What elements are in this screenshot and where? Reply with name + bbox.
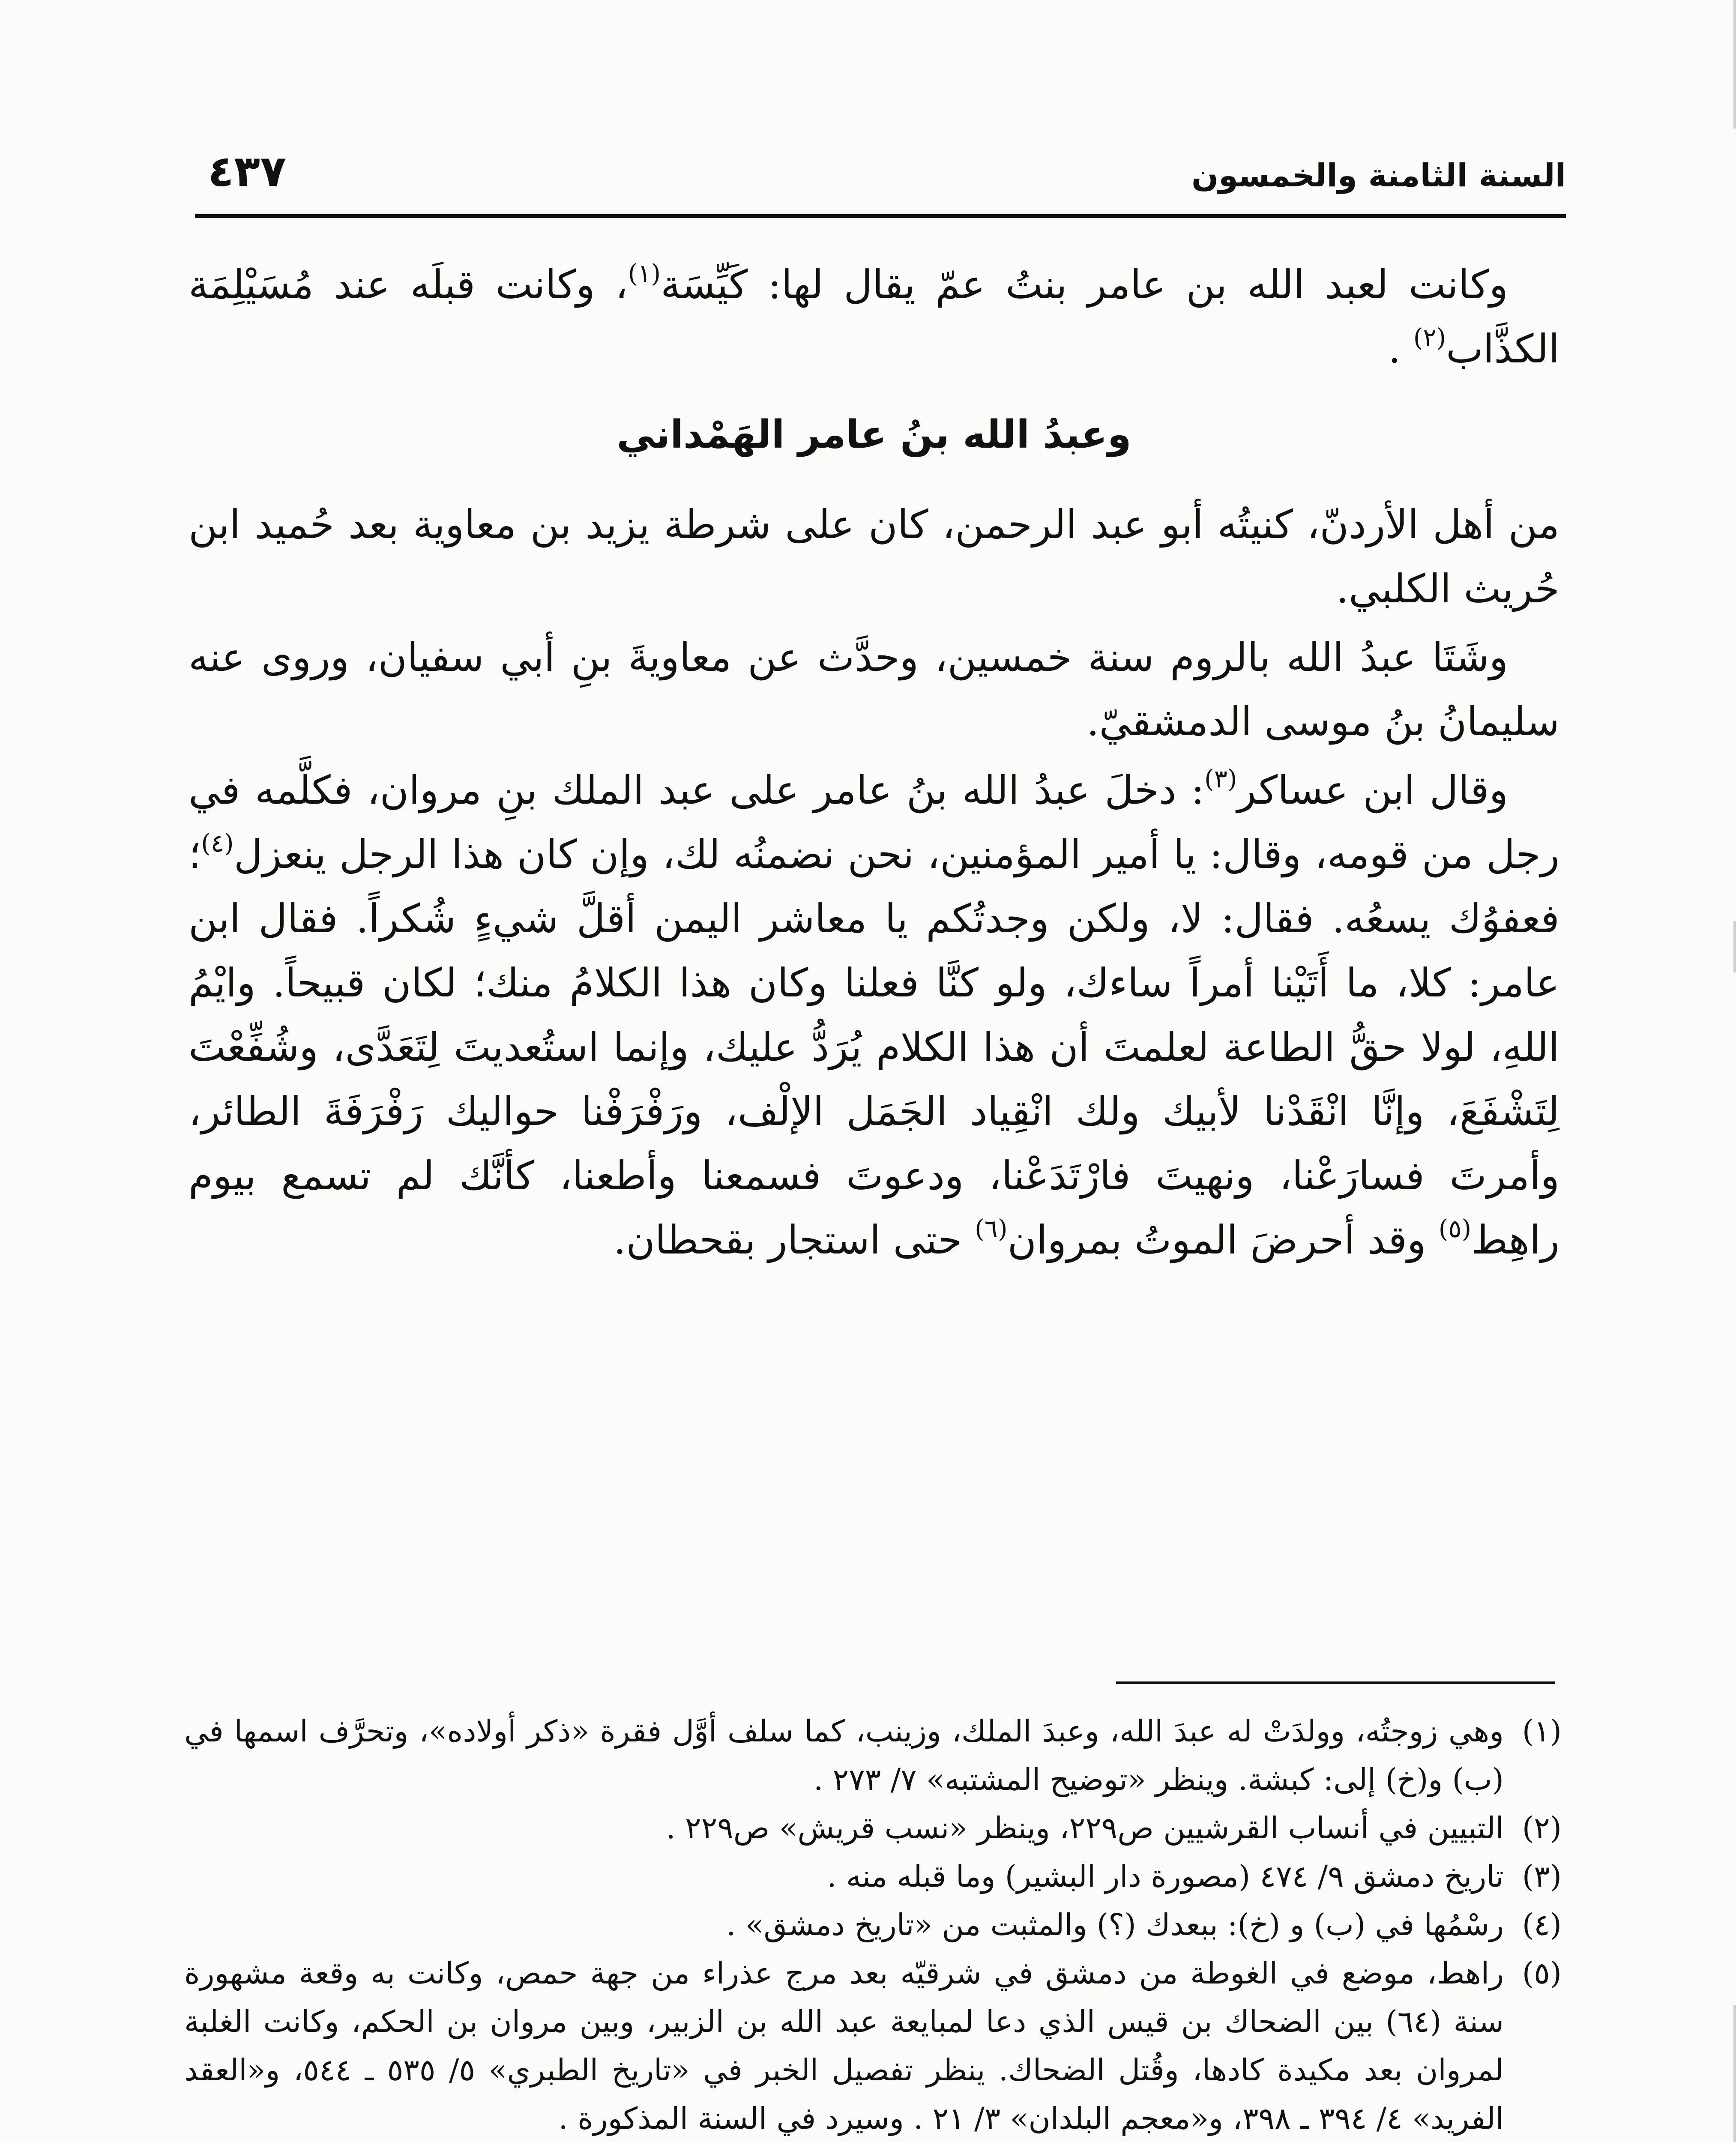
footnote-ref-3: (٣)	[1204, 764, 1237, 793]
footnote-number: (١)	[1522, 1714, 1562, 1749]
text-span: ، وكانت قبلَه عند مُسَيْلِمَة الكذَّاب	[189, 262, 1559, 372]
paragraph-1	[189, 253, 1559, 381]
running-header	[195, 146, 1566, 206]
text-span: : دخلَ عبدُ الله بنُ عامر على عبد الملك بنِ مروان، فكلَّمه في رجل من قومه، وقال: يا أمير المؤمنين، نحن نضمنُه لك، وإن كان هذا الرجل ينعزل	[189, 767, 1559, 877]
text-span: وقال ابن عساكر	[1237, 767, 1508, 813]
footnote-ref-6: (٦)	[975, 1214, 1008, 1243]
footnote-text: راهط، موضع في الغوطة من دمشق في شرقيّه بعد مرج عذراء من جهة حمص، وكانت به وقعة مشهورة سنة (٦٤) بين الضحاك بن قيس الذي دعا لمبايعة عبد الله بن الزبير، وبين مروان بن الحكم، وكانت الغلبة لمروان بعد مكيدة كادها، وقُتل الضحاك. ينظر تفصيل الخبر في «تاريخ الطبري» ٥/ ٥٣٥ ـ ٥٤٤، و«العقد الفريد» ٤/ ٣٩٤ ـ ٣٩٨، و«معجم البلدان» ٣/ ٢١ . وسيرد في السنة المذكورة .	[184, 1956, 1504, 2136]
footnote-ref-1: (١)	[628, 259, 661, 288]
footnote-ref-4: (٤)	[201, 829, 234, 858]
scan-edge-mark	[1733, 0, 1736, 129]
footnote-number: (٥)	[1522, 1956, 1562, 1991]
scan-edge-mark	[1733, 2005, 1736, 2142]
footnote-ref-5: (٥)	[1438, 1214, 1472, 1243]
footnote	[184, 1804, 1562, 1852]
section-heading: وعبدُ الله بنُ عامر الهَمْداني	[617, 412, 1131, 457]
text-span: وقد أحرضَ الموتُ بمروان	[1007, 1217, 1439, 1263]
text-span: ؛ فعفوُك يسعُه. فقال: لا، ولكن وجدتُكم يا معاشر اليمن أقلَّ شيءٍ شُكراً. فقال ابن عامر: كلا، ما أَتَيْنا أمراً ساءك، ولو كنَّا فعلنا وكان هذا الكلامُ منك؛ لكان قبيحاً. وايْمُ اللهِ، لولا حقُّ الطاعة لعلمتَ أن هذا الكلام يُرَدُّ عليك، وإنما استُعديتَ لِتَعَدَّى، وشُفِّعْتَ لِتَشْفَعَ، وإنَّا انْقَدْنا لأبيك ولك انْقِياد الجَمَل الإلْف، ورَفْرَفْنا حواليك رَفْرَفَةَ الطائر، وأمرتَ فسارَعْنا، ونهيتَ فارْتَدَعْنا، ودعوتَ فسمعنا وأطعنا، كأنَّك لم تسمع بيوم راهِط	[189, 832, 1559, 1263]
footnote-separator	[1116, 1681, 1555, 1684]
footnote-text: رسْمُها في (ب) و (خ): ببعدك (؟) والمثبت من «تاريخ دمشق» .	[726, 1907, 1504, 1942]
footnote	[184, 1949, 1562, 2142]
text-span: .	[1388, 326, 1413, 372]
main-text	[189, 253, 1559, 1277]
text-span: وكانت لعبد الله بن عامر بنتُ عمّ يقال لها: كَيِّسَة	[661, 262, 1508, 308]
header-rule	[195, 214, 1566, 218]
footnote-number: (٢)	[1522, 1810, 1562, 1846]
footnote	[184, 1901, 1562, 1949]
text-span: حتى استجار بقحطان.	[614, 1217, 975, 1263]
scan-edge-mark	[1733, 921, 1736, 972]
running-title: السنة الثامنة والخمسون	[1191, 157, 1566, 194]
paragraph-3: وشَتَا عبدُ الله بالروم سنة خمسين، وحدَّث عن معاويةَ بنِ أبي سفيان، وروى عنه سليمانُ بنُ موسى الدمشقيّ.	[189, 634, 1559, 745]
footnote-number: (٤)	[1522, 1907, 1562, 1942]
paragraph-2: من أهل الأردنّ، كنيتُه أبو عبد الرحمن، كان على شرطة يزيد بن معاوية بعد حُميد ابن حُريث الكلبي.	[189, 502, 1559, 612]
footnote-number: (٣)	[1522, 1859, 1562, 1894]
page-number: ٤٣٧	[208, 146, 287, 196]
footnote	[184, 1707, 1562, 1804]
footnote-ref-2: (٢)	[1413, 323, 1446, 352]
paragraph-4	[189, 758, 1559, 1272]
footnotes	[184, 1707, 1562, 2142]
footnote-text: وهي زوجتُه، وولدَتْ له عبدَ الله، وعبدَ الملك، وزينب، كما سلف أوَّل فقرة «ذكر أولاده»، وتحرَّف اسمها في (ب) و(خ) إلى: كبشة. وينظر «توضيح المشتبه» ٧/ ٢٧٣ .	[184, 1714, 1504, 1797]
footnote-text: التبيين في أنساب القرشيين ص٢٢٩، وينظر «نسب قريش» ص٢٢٩ .	[666, 1810, 1504, 1846]
footnote	[184, 1852, 1562, 1901]
footnote-text: تاريخ دمشق ٩/ ٤٧٤ (مصورة دار البشير) وما قبله منه .	[827, 1859, 1504, 1894]
